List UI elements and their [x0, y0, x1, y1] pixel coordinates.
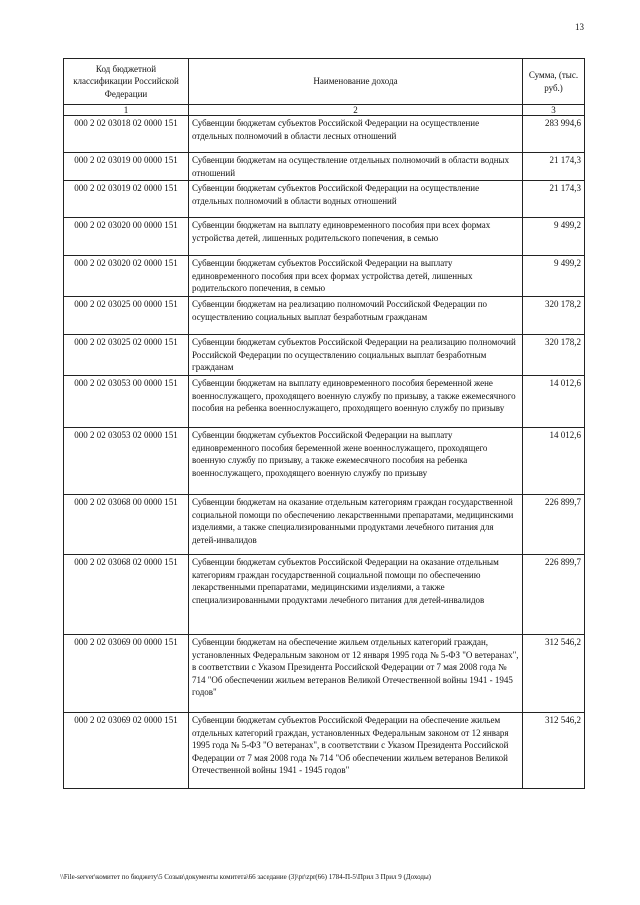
row-amount: 21 174,3	[523, 181, 585, 218]
table-row	[64, 153, 585, 181]
table-header-row	[64, 59, 585, 105]
table-row	[64, 116, 585, 153]
table-row	[64, 494, 585, 554]
row-code: 000 2 02 03068 02 0000 151	[64, 554, 189, 634]
row-code: 000 2 02 03025 00 0000 151	[64, 297, 189, 335]
header-name: Наименование дохода	[189, 59, 523, 105]
row-code: 000 2 02 03019 00 0000 151	[64, 153, 189, 181]
table-row	[64, 297, 585, 335]
table-row	[64, 375, 585, 427]
row-code: 000 2 02 03069 02 0000 151	[64, 712, 189, 788]
table-row	[64, 181, 585, 218]
row-amount: 9 499,2	[523, 256, 585, 297]
row-amount: 320 178,2	[523, 335, 585, 376]
row-name: Субвенции бюджетам субъектов Российской Федерации на выплату единовременного пособия беременной жене военнослужащего, проходящего военную службу по призыву, а также ежемесячного пособия на ребенка военнослужащего, проходящего военную службу по призыву	[189, 427, 523, 494]
row-name: Субвенции бюджетам субъектов Российской Федерации на оказание отдельным категориям граждан государственной социальной помощи по обеспечению лекарственными препаратами, медицинскими изделиями, а также специализированными продуктами лечебного питания для детей-инвалидов	[189, 554, 523, 634]
row-name: Субвенции бюджетам субъектов Российской Федерации на осуществление отдельных полномочий в области водных отношений	[189, 181, 523, 218]
row-code: 000 2 02 03068 00 0000 151	[64, 494, 189, 554]
table-row	[64, 335, 585, 376]
row-amount: 21 174,3	[523, 153, 585, 181]
table-row	[64, 712, 585, 788]
header-code: Код бюджетной классификации Российской Федерации	[64, 59, 189, 105]
column-number-row	[64, 105, 585, 116]
row-amount: 320 178,2	[523, 297, 585, 335]
row-name: Субвенции бюджетам на обеспечение жильем отдельных категорий граждан, установленных Федеральным законом от 12 января 1995 года № 5-ФЗ "О ветеранах", в соответствии с Указом Президента Российской Федерации от 7 мая 2008 года № 714 "Об обеспечении жильем ветеранов Великой Отечественной войны 1941 - 1945 годов"	[189, 634, 523, 712]
row-amount: 9 499,2	[523, 218, 585, 256]
row-amount: 312 546,2	[523, 634, 585, 712]
table-row	[64, 256, 585, 297]
header-amount: Сумма, (тыс. руб.)	[523, 59, 585, 105]
column-number: 2	[189, 105, 523, 116]
table-row	[64, 427, 585, 494]
table-row	[64, 554, 585, 634]
row-code: 000 2 02 03020 02 0000 151	[64, 256, 189, 297]
row-amount: 312 546,2	[523, 712, 585, 788]
row-name: Субвенции бюджетам субъектов Российской Федерации на выплату единовременного пособия при всех формах устройства детей, лишенных родительского попечения, в семью	[189, 256, 523, 297]
row-name: Субвенции бюджетам субъектов Российской Федерации на реализацию полномочий Российской Федерации по осуществлению социальных выплат безработным гражданам	[189, 335, 523, 376]
file-path-footer: \\File-server\комитет по бюджету\5 Созыв\документы комитета\66 заседание (3)\pr\zpr(66) 1784-П-5\Прил 3 Прил 9 (Доходы)	[60, 873, 432, 881]
row-code: 000 2 02 03019 02 0000 151	[64, 181, 189, 218]
row-name: Субвенции бюджетам на выплату единовременного пособия беременной жене военнослужащего, проходящего военную службу по призыву, а также ежемесячного пособия на ребенка военнослужащего, проходящего военную службу по призыву	[189, 375, 523, 427]
row-name: Субвенции бюджетам на осуществление отдельных полномочий в области водных отношений	[189, 153, 523, 181]
row-name: Субвенции бюджетам на выплату единовременного пособия при всех формах устройства детей, лишенных родительского попечения, в семью	[189, 218, 523, 256]
row-name: Субвенции бюджетам на реализацию полномочий Российской Федерации по осуществлению социальных выплат безработным гражданам	[189, 297, 523, 335]
column-number: 3	[523, 105, 585, 116]
table-row	[64, 634, 585, 712]
row-code: 000 2 02 03018 02 0000 151	[64, 116, 189, 153]
row-code: 000 2 02 03069 00 0000 151	[64, 634, 189, 712]
row-name: Субвенции бюджетам субъектов Российской Федерации на осуществление отдельных полномочий в области лесных отношений	[189, 116, 523, 153]
row-amount: 14 012,6	[523, 375, 585, 427]
row-code: 000 2 02 03053 02 0000 151	[64, 427, 189, 494]
row-name: Субвенции бюджетам на оказание отдельным категориям граждан государственной социальной помощи по обеспечению лекарственными препаратами, медицинскими изделиями, а также специализированными продуктами лечебного питания для детей-инвалидов	[189, 494, 523, 554]
row-name: Субвенции бюджетам субъектов Российской Федерации на обеспечение жильем отдельных категорий граждан, установленных Федеральным законом от 12 января 1995 года № 5-ФЗ "О ветеранах", в соответствии с Указом Президента Российской Федерации от 7 мая 2008 года № 714 "Об обеспечении жильем ветеранов Великой Отечественной войны 1941 - 1945 годов"	[189, 712, 523, 788]
row-code: 000 2 02 03025 02 0000 151	[64, 335, 189, 376]
row-code: 000 2 02 03020 00 0000 151	[64, 218, 189, 256]
row-amount: 14 012,6	[523, 427, 585, 494]
table-row	[64, 218, 585, 256]
page-number: 13	[575, 22, 584, 32]
row-amount: 226 899,7	[523, 494, 585, 554]
row-code: 000 2 02 03053 00 0000 151	[64, 375, 189, 427]
row-amount: 283 994,6	[523, 116, 585, 153]
column-number: 1	[64, 105, 189, 116]
revenue-table	[63, 58, 585, 789]
row-amount: 226 899,7	[523, 554, 585, 634]
